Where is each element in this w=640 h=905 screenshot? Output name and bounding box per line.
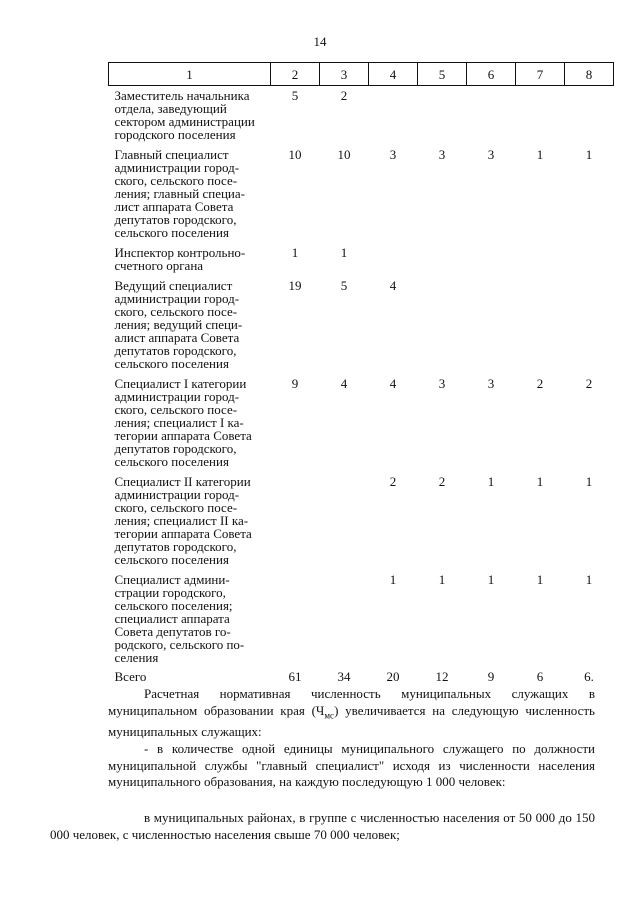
table-cell <box>565 243 614 276</box>
table-cell <box>369 243 418 276</box>
table-cell <box>467 276 516 374</box>
table-cell: 1 <box>585 572 593 587</box>
table-cell: 3 <box>389 147 397 162</box>
table-cell: 61 <box>288 669 302 684</box>
body-text-continued <box>50 810 595 843</box>
column-header: 5 <box>418 63 467 86</box>
table-cell: 1 <box>585 474 593 489</box>
table-cell: 6. <box>584 669 594 684</box>
table-header <box>109 63 614 86</box>
table-cell: 34 <box>337 669 351 684</box>
table-cell <box>516 243 565 276</box>
table-cell: 1 <box>487 474 495 489</box>
table-cell: 10 <box>337 147 351 162</box>
table-cell: 3 <box>487 376 495 391</box>
table-cell <box>418 86 467 146</box>
table-row <box>109 374 614 472</box>
table-cell: 9 <box>487 669 495 684</box>
table-cell: 1 <box>536 572 544 587</box>
table-cell: 4 <box>389 278 397 293</box>
table-cell: 1 <box>291 245 299 260</box>
table-cell: 2 <box>585 376 593 391</box>
table-body <box>109 86 614 684</box>
column-header: 6 <box>467 63 516 86</box>
table-cell <box>565 86 614 146</box>
table-cell: 3 <box>487 147 495 162</box>
table-cell: 1 <box>585 147 593 162</box>
position-title: Заместитель начальника отдела, заведующий сектором администрации городского поселения <box>114 88 255 142</box>
table-cell: 3 <box>438 147 446 162</box>
table-row <box>109 243 614 276</box>
column-header: 1 <box>109 63 271 86</box>
table-cell <box>516 86 565 146</box>
position-title: Главный специалист администрации город-ского, сельского посе-ления; главный специа-лист аппарата Совета депутатов городского, сельского поселения <box>114 147 245 240</box>
table-cell: 1 <box>487 572 495 587</box>
table-cell: 5 <box>340 278 348 293</box>
table-cell <box>320 472 369 570</box>
table-cell: 2 <box>438 474 446 489</box>
paragraph: - в количестве одной единицы муниципального служащего по должности муниципальной службы "главный специалист" исходя из численности населения муниципального образования, на каждую последующую 1 000 человек: <box>108 741 595 790</box>
position-title: Инспектор контрольно-счетного органа <box>114 245 246 273</box>
table-row <box>109 145 614 243</box>
position-title: Специалист I категории администрации город-ского, сельского посе-ления; специалист I ка-тегории аппарата Совета депутатов городского, сельского поселения <box>114 376 252 469</box>
table-cell: 1 <box>536 474 544 489</box>
paragraph: в муниципальных районах, в группе с численностью населения от 50 000 до 150 000 человек, с численностью населения свыше 70 000 человек; <box>50 810 595 842</box>
column-header: 7 <box>516 63 565 86</box>
table-cell: 9 <box>291 376 299 391</box>
table-cell <box>467 243 516 276</box>
column-header: 2 <box>271 63 320 86</box>
table-row <box>109 472 614 570</box>
staffing-table <box>108 62 614 683</box>
table-cell: 1 <box>389 572 397 587</box>
total-row <box>109 668 614 683</box>
position-title: Специалист II категории администрации город-ского, сельского посе-ления; специалист II ка-тегории аппарата Совета депутатов городского, сельского поселения <box>114 474 252 567</box>
column-header: 3 <box>320 63 369 86</box>
column-header: 4 <box>369 63 418 86</box>
table-cell <box>271 570 320 668</box>
table-cell: 1 <box>536 147 544 162</box>
table-cell: 12 <box>435 669 449 684</box>
table-cell: 6 <box>536 669 544 684</box>
table-cell: 5 <box>291 88 299 103</box>
position-title: Ведущий специалист администрации город-ского, сельского посе-ления; ведущий специ-алист аппарата Совета депутатов городского, сельского поселения <box>114 278 243 371</box>
body-text <box>108 686 595 792</box>
table-cell: 10 <box>288 147 302 162</box>
table-row <box>109 276 614 374</box>
table-cell <box>320 570 369 668</box>
table-row <box>109 86 614 146</box>
table-cell <box>369 86 418 146</box>
column-header: 8 <box>565 63 614 86</box>
table-cell: 2 <box>536 376 544 391</box>
position-title: Всего <box>114 669 147 684</box>
table-row <box>109 570 614 668</box>
table-cell: 19 <box>288 278 302 293</box>
table-cell <box>271 472 320 570</box>
table-cell <box>418 276 467 374</box>
paragraph: Расчетная нормативная численность муниципальных служащих в муниципальном образовании края $(Ч_{мс})$ увеличивается на следующую численность муниципальных служащих: <box>108 686 595 739</box>
table-cell: 20 <box>386 669 400 684</box>
table-cell: 1 <box>438 572 446 587</box>
table-cell: 2 <box>389 474 397 489</box>
table-cell: 3 <box>438 376 446 391</box>
table-cell: 4 <box>340 376 348 391</box>
table-cell <box>418 243 467 276</box>
table-cell: 1 <box>340 245 348 260</box>
table-cell <box>516 276 565 374</box>
table-cell <box>565 276 614 374</box>
table-cell: 4 <box>389 376 397 391</box>
table-cell <box>467 86 516 146</box>
position-title: Специалист админи-страции городского, сельского поселения; специалист аппарата Совета депутатов го-родского, сельского по-селения <box>114 572 245 665</box>
table-cell: 2 <box>340 88 348 103</box>
page-number: 14 <box>313 34 327 49</box>
